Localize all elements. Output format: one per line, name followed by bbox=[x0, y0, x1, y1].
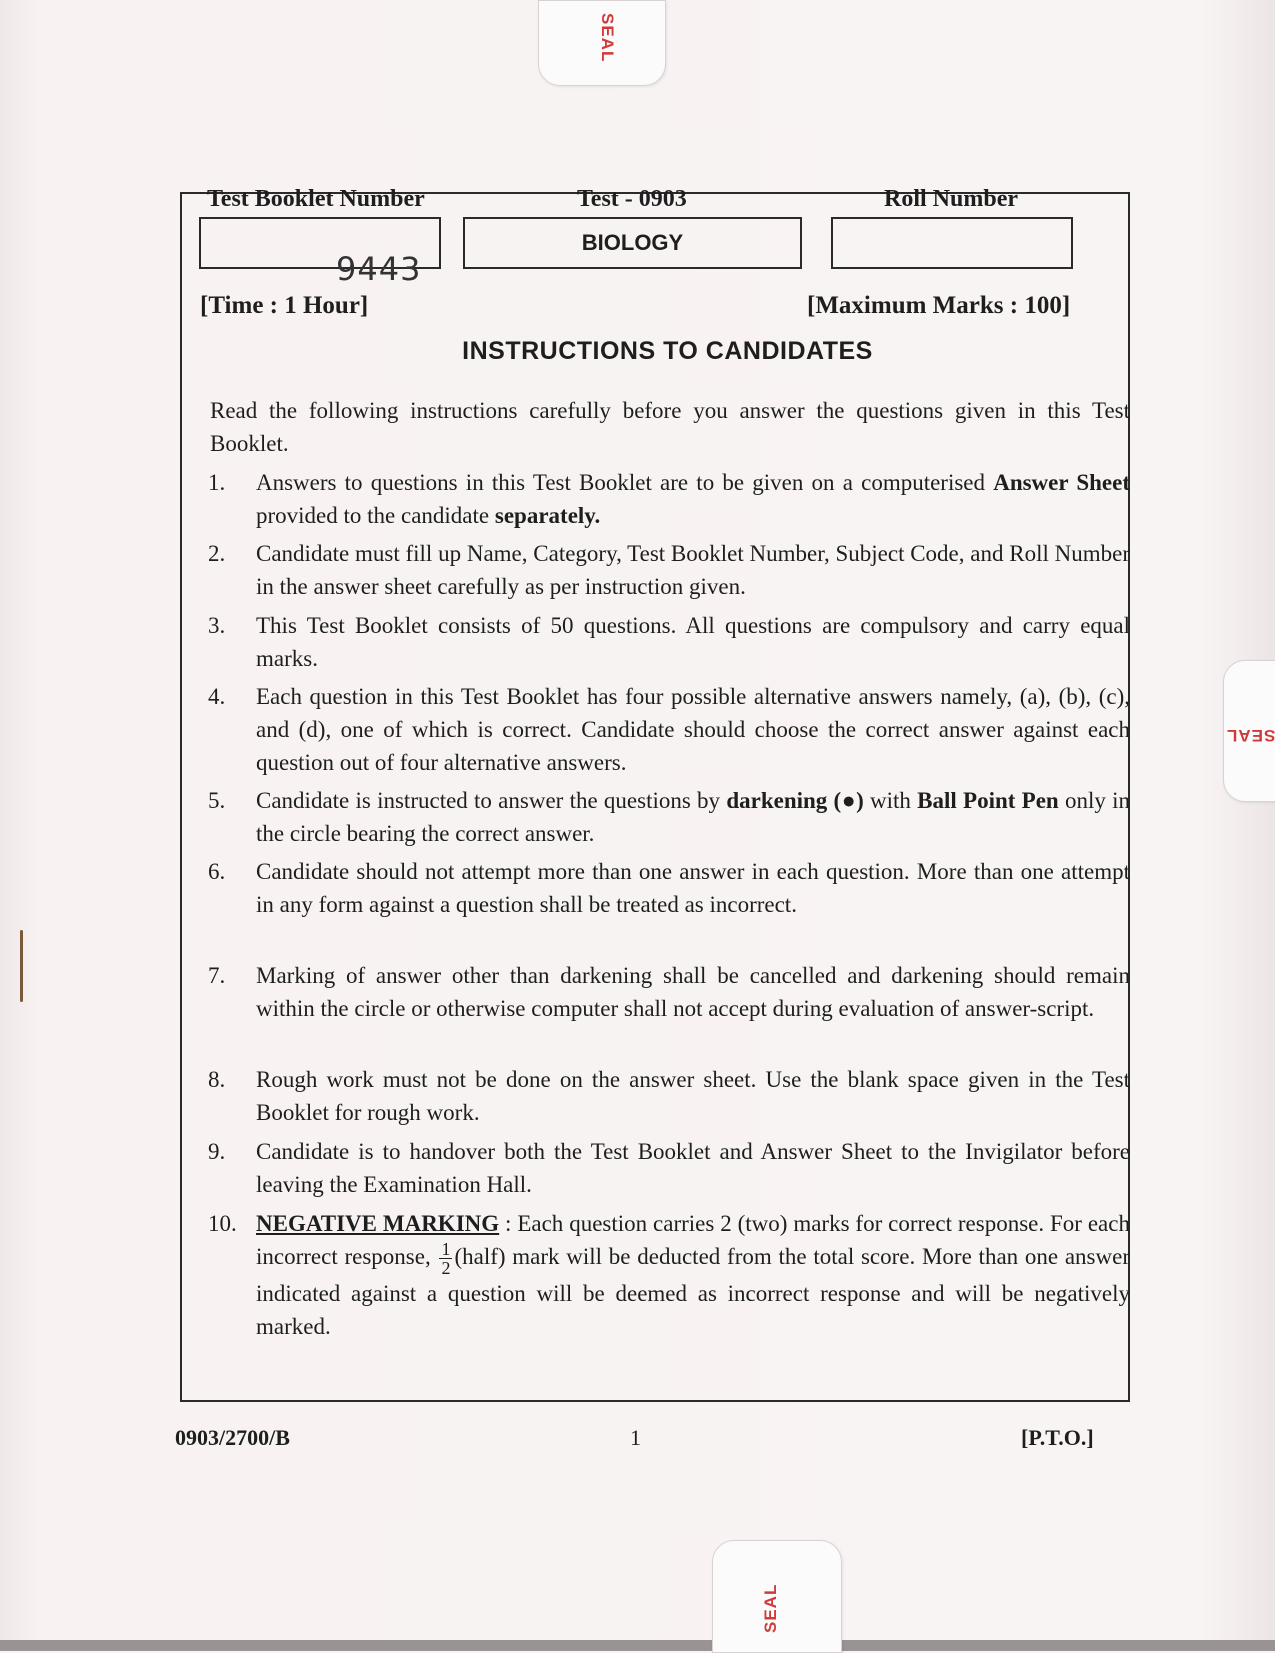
instruction-text: Candidate is to handover both the Test Booklet and Answer Sheet to the Invigilator before leaving the Examination Hall. bbox=[256, 1139, 1130, 1197]
maximum-marks: [Maximum Marks : 100] bbox=[807, 292, 1071, 319]
instruction-number: 10. bbox=[208, 1211, 237, 1236]
instruction-text: with bbox=[863, 788, 918, 813]
instruction-number: 8. bbox=[208, 1067, 226, 1092]
roll-number-box[interactable] bbox=[831, 217, 1073, 269]
negative-marking-label: NEGATIVE MARKING bbox=[256, 1211, 500, 1236]
instruction-text: : Each question carries 2 (two) marks for correct response. For each incorrect response, bbox=[256, 1211, 1130, 1269]
fraction-denominator: 2 bbox=[441, 1258, 451, 1279]
test-code-label: Test - 0903 bbox=[577, 186, 687, 212]
half-fraction bbox=[439, 1240, 452, 1277]
subject-box: BIOLOGY bbox=[463, 217, 802, 269]
intro-paragraph: Read the following instructions carefully before you answer the questions given in this Test Booklet. bbox=[210, 398, 1130, 456]
roll-number-label: Roll Number bbox=[884, 186, 1018, 212]
seal-label-top: SEAL bbox=[598, 13, 617, 63]
instruction-text: Candidate is instructed to answer the questions by bbox=[256, 788, 727, 813]
instruction-text: Marking of answer other than darkening shall be cancelled and darkening should remain within the circle or otherwise computer shall not accept during evaluation of answer-script. bbox=[256, 963, 1130, 1021]
instruction-text: Rough work must not be done on the answer sheet. Use the blank space given in the Test Booklet for rough work. bbox=[256, 1067, 1130, 1125]
instruction-number: 3. bbox=[208, 613, 226, 638]
instruction-text: Candidate should not attempt more than one answer in each question. More than one attempt in any form against a question shall be treated as incorrect. bbox=[256, 859, 1130, 917]
booklet-code: 0903/2700/B bbox=[175, 1425, 290, 1450]
instruction-emphasis: Ball Point Pen bbox=[917, 788, 1059, 813]
please-turn-over: [P.T.O.] bbox=[1021, 1425, 1094, 1450]
instruction-number: 7. bbox=[208, 963, 226, 988]
instruction-text: Candidate must fill up Name, Category, Test Booklet Number, Subject Code, and Roll Number in the answer sheet carefully as per instruction given. bbox=[256, 541, 1130, 599]
booklet-number-value: 9443 bbox=[336, 250, 422, 288]
instruction-text: This Test Booklet consists of 50 questions. All questions are compulsory and carry equal marks. bbox=[256, 613, 1130, 671]
instruction-emphasis: Answer Sheet bbox=[993, 470, 1131, 495]
instruction-text: only in the circle bearing the correct answer. bbox=[256, 788, 1131, 846]
page-title: INSTRUCTIONS TO CANDIDATES bbox=[462, 337, 873, 365]
instruction-number: 2. bbox=[208, 541, 226, 566]
page-bottom-edge bbox=[0, 1640, 1275, 1651]
instruction-emphasis: separately. bbox=[494, 503, 601, 528]
time-limit: [Time : 1 Hour] bbox=[200, 292, 369, 319]
instruction-number: 9. bbox=[208, 1139, 226, 1164]
seal-sticker-top bbox=[538, 0, 666, 86]
seal-label-right: SEAL bbox=[1226, 726, 1275, 745]
instruction-emphasis: darkening (●) bbox=[726, 788, 864, 813]
instruction-text: provided to the candidate bbox=[256, 503, 495, 528]
seal-sticker-right bbox=[1223, 660, 1275, 802]
seal-label-bottom: SEAL bbox=[761, 1583, 780, 1633]
instruction-text: Answers to questions in this Test Booklet are to be given on a computerised bbox=[256, 470, 994, 495]
instruction-number: 4. bbox=[208, 684, 226, 709]
instruction-text: Each question in this Test Booklet has four possible alternative answers namely, (a), (b), (c), and (d), one of which is correct. Candidate should choose the correct answer against each question out of four alternative answers. bbox=[256, 684, 1130, 775]
fraction-numerator: 1 bbox=[441, 1239, 451, 1260]
instruction-number: 5. bbox=[208, 788, 226, 813]
instruction-number: 6. bbox=[208, 859, 226, 884]
instruction-text: (half) mark will be deducted from the total score. More than one answer indicated against a question will be deemed as incorrect response and will be negatively marked. bbox=[256, 1244, 1130, 1340]
seal-sticker-bottom bbox=[712, 1540, 842, 1653]
booklet-number-label: Test Booklet Number bbox=[207, 186, 425, 212]
binding-mark bbox=[20, 930, 23, 1002]
instruction-number: 1. bbox=[208, 470, 226, 495]
page-number: 1 bbox=[630, 1425, 641, 1450]
